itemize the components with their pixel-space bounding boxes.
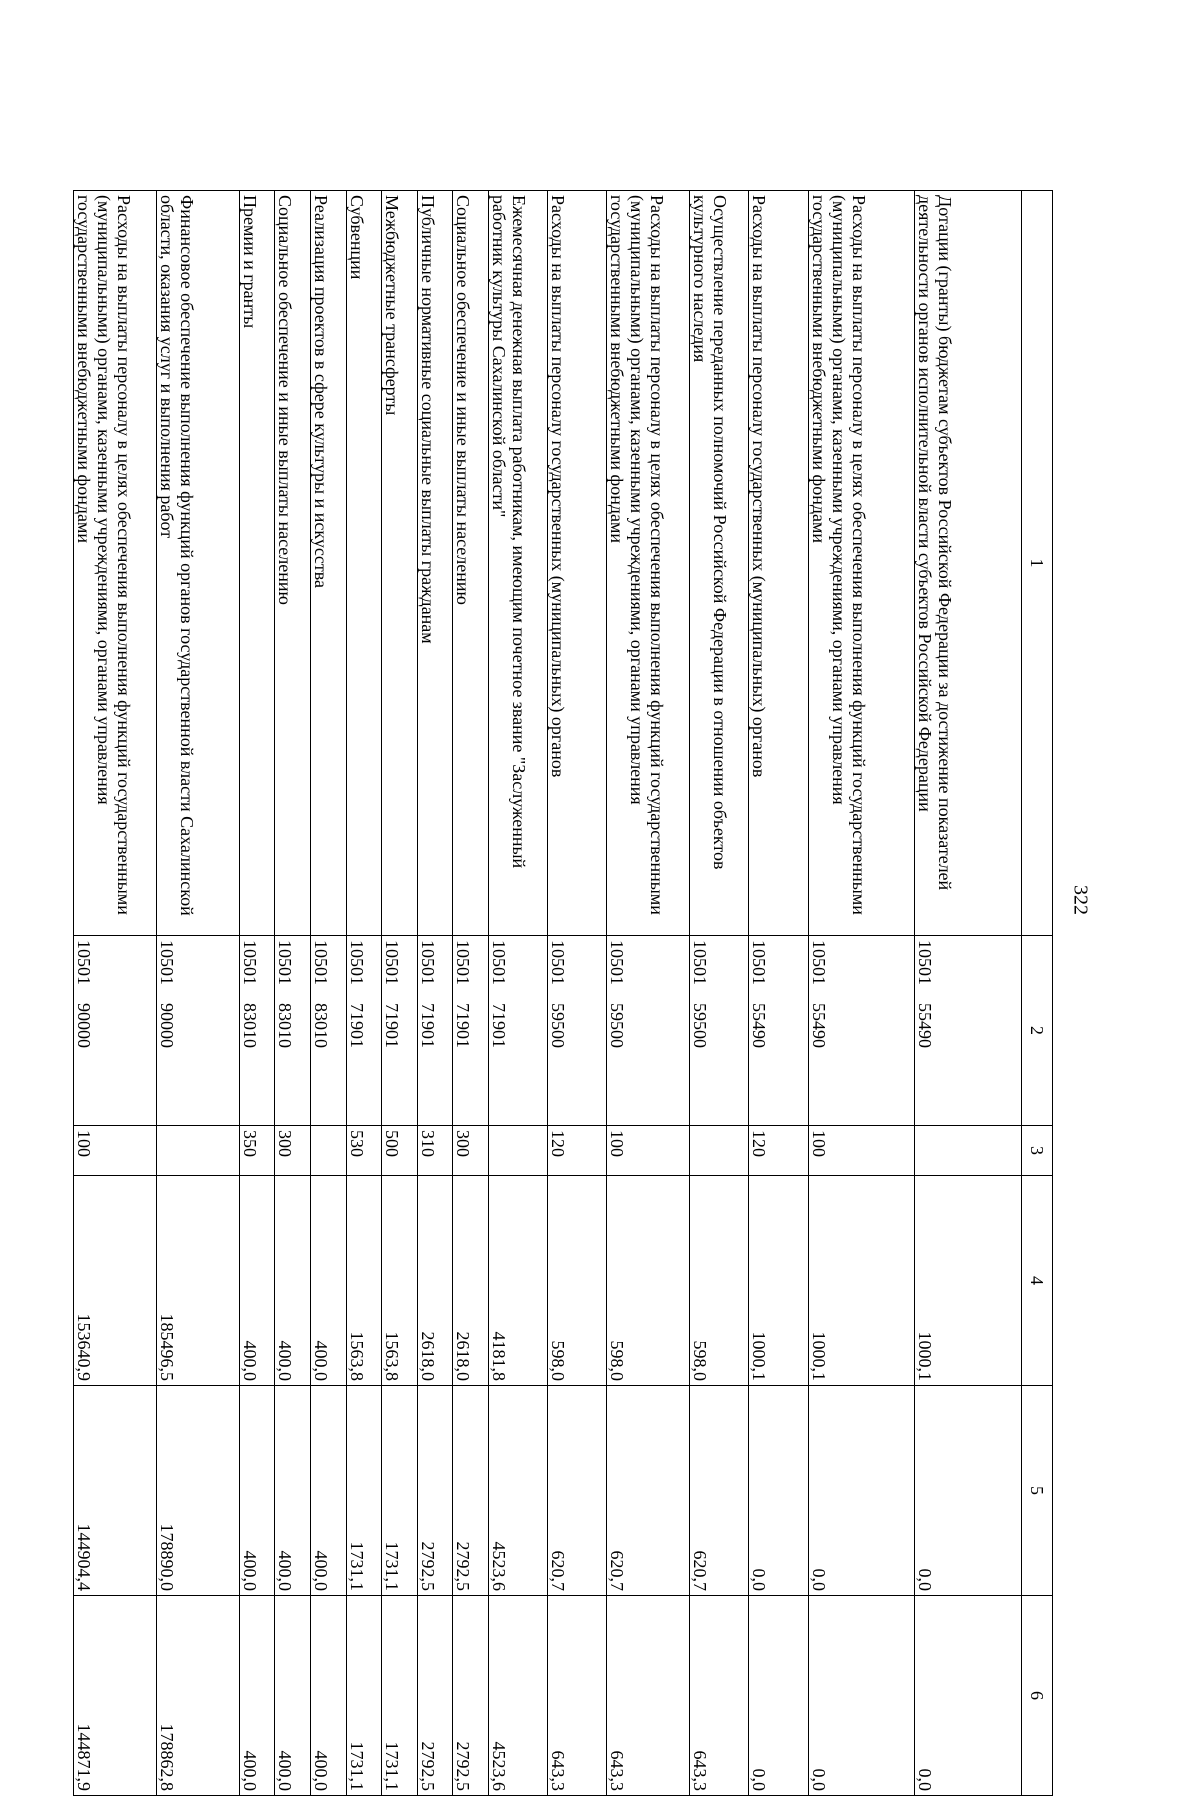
row-value-v4: 2618,0: [417, 1176, 453, 1386]
row-value-v4: 153640,9: [74, 1176, 157, 1386]
row-value-v5: 0,0: [915, 1386, 1022, 1596]
row-type-cell: 120: [548, 1126, 607, 1176]
section-code: 10501: [749, 940, 770, 985]
row-name-cell: Осуществление переданных полномочий Российской Федерации в отношении объектов культурного наследия: [690, 191, 749, 936]
table-row: [157, 191, 240, 1796]
target-code: 59500: [690, 1003, 711, 1048]
section-code: 10501: [239, 940, 260, 985]
row-name-cell: Субвенции: [346, 191, 382, 936]
section-code: 10501: [548, 940, 569, 985]
row-value-v5: 178890,0: [157, 1386, 240, 1596]
row-name-cell: Ежемесячная денежная выплата работникам, имеющим почетное звание "Заслуженный работник культуры Сахалинской области": [488, 191, 547, 936]
row-value-v5: 1731,1: [346, 1386, 382, 1596]
header-col-5: 5: [1022, 1386, 1053, 1596]
header-col-2: 2: [1022, 936, 1053, 1126]
row-value-v4: 1000,1: [808, 1176, 915, 1386]
row-value-v5: 2792,5: [417, 1386, 453, 1596]
table-row: [808, 191, 915, 1796]
row-type-cell: 300: [275, 1126, 311, 1176]
row-name-cell: Расходы на выплаты персоналу государственных (муниципальных) органов: [548, 191, 607, 936]
target-code: 71901: [453, 1003, 474, 1048]
row-type-cell: 300: [453, 1126, 489, 1176]
table-row: [453, 191, 489, 1796]
table-row: [749, 191, 808, 1796]
target-code: 83010: [239, 1003, 260, 1048]
row-name-cell: Публичные нормативные социальные выплаты гражданам: [417, 191, 453, 936]
row-type-cell: 120: [749, 1126, 808, 1176]
section-code: 10501: [417, 940, 438, 985]
row-code-cell: [311, 936, 347, 1126]
section-code: 10501: [346, 940, 367, 985]
row-type-cell: 530: [346, 1126, 382, 1176]
table-row: [417, 191, 453, 1796]
row-value-v6: 0,0: [808, 1596, 915, 1796]
row-value-v5: 400,0: [239, 1386, 275, 1596]
section-code: 10501: [311, 940, 332, 985]
row-code-cell: [607, 936, 690, 1126]
row-value-v6: 4523,6: [488, 1596, 547, 1796]
row-type-cell: 310: [417, 1126, 453, 1176]
row-value-v6: 1731,1: [346, 1596, 382, 1796]
row-name-cell: Финансовое обеспечение выполнения функций органов государственной власти Сахалинской области, оказания услуг и выполнения работ: [157, 191, 240, 936]
row-value-v4: 400,0: [239, 1176, 275, 1386]
row-value-v4: 2618,0: [453, 1176, 489, 1386]
row-value-v6: 400,0: [275, 1596, 311, 1796]
row-value-v6: 400,0: [239, 1596, 275, 1796]
row-code-cell: [690, 936, 749, 1126]
table-row: [382, 191, 418, 1796]
budget-table: [73, 190, 1053, 1796]
section-code: 10501: [690, 940, 711, 985]
section-code: 10501: [453, 940, 474, 985]
table-header-row: [1022, 191, 1053, 1796]
row-value-v5: 1731,1: [382, 1386, 418, 1596]
row-code-cell: [275, 936, 311, 1126]
row-value-v5: 0,0: [808, 1386, 915, 1596]
row-value-v4: 4181,8: [488, 1176, 547, 1386]
header-col-1: 1: [1022, 191, 1053, 936]
section-code: 10501: [915, 940, 936, 985]
table-row: [311, 191, 347, 1796]
row-type-cell: [488, 1126, 547, 1176]
row-type-cell: 100: [607, 1126, 690, 1176]
row-value-v4: 185496,5: [157, 1176, 240, 1386]
row-code-cell: [915, 936, 1022, 1126]
row-type-cell: 100: [74, 1126, 157, 1176]
row-value-v4: 1563,8: [346, 1176, 382, 1386]
row-name-cell: Социальное обеспечение и иные выплаты населению: [275, 191, 311, 936]
row-type-cell: [311, 1126, 347, 1176]
row-value-v5: 400,0: [311, 1386, 347, 1596]
row-value-v5: 4523,6: [488, 1386, 547, 1596]
row-value-v6: 144871,9: [74, 1596, 157, 1796]
budget-table-rotated: [73, 190, 1053, 1795]
row-name-cell: Реализация проектов в сфере культуры и искусства: [311, 191, 347, 936]
target-code: 83010: [275, 1003, 296, 1048]
row-name-cell: Расходы на выплаты персоналу в целях обеспечения выполнения функций государственными (муниципальными) органами, казенными учреждениями, органами управления государственными внебюджетными фондами: [607, 191, 690, 936]
row-value-v5: 144904,4: [74, 1386, 157, 1596]
row-value-v6: 400,0: [311, 1596, 347, 1796]
row-code-cell: [382, 936, 418, 1126]
target-code: 83010: [311, 1003, 332, 1048]
table-row: [488, 191, 547, 1796]
target-code: 90000: [74, 1003, 94, 1048]
section-code: 10501: [607, 940, 628, 985]
row-name-cell: Межбюджетные трансферты: [382, 191, 418, 936]
row-type-cell: [690, 1126, 749, 1176]
table-row: [690, 191, 749, 1796]
row-name-cell: Расходы на выплаты персоналу государственных (муниципальных) органов: [749, 191, 808, 936]
section-code: 10501: [275, 940, 296, 985]
row-value-v6: 643,3: [607, 1596, 690, 1796]
table-row: [915, 191, 1022, 1796]
row-name-cell: Расходы на выплаты персоналу в целях обеспечения выполнения функций государственными (муниципальными) органами, казенными учреждениями, органами управления государственными внебюджетными фондами: [808, 191, 915, 936]
row-value-v4: 400,0: [311, 1176, 347, 1386]
row-value-v5: 2792,5: [453, 1386, 489, 1596]
row-value-v4: 598,0: [548, 1176, 607, 1386]
row-value-v6: 2792,5: [417, 1596, 453, 1796]
target-code: 55490: [749, 1003, 770, 1048]
section-code: 10501: [382, 940, 403, 985]
row-value-v6: 643,3: [548, 1596, 607, 1796]
section-code: 10501: [157, 940, 178, 985]
row-code-cell: [808, 936, 915, 1126]
row-value-v4: 400,0: [275, 1176, 311, 1386]
row-code-cell: [749, 936, 808, 1126]
row-type-cell: [157, 1126, 240, 1176]
row-value-v4: 1000,1: [749, 1176, 808, 1386]
target-code: 71901: [346, 1003, 367, 1048]
target-code: 55490: [808, 1003, 829, 1048]
row-value-v6: 0,0: [749, 1596, 808, 1796]
row-value-v4: 1563,8: [382, 1176, 418, 1386]
row-value-v5: 620,7: [607, 1386, 690, 1596]
row-value-v5: 620,7: [690, 1386, 749, 1596]
target-code: 55490: [915, 1003, 936, 1048]
section-code: 10501: [74, 940, 94, 985]
row-value-v5: 0,0: [749, 1386, 808, 1596]
header-col-4: 4: [1022, 1176, 1053, 1386]
table-row: [548, 191, 607, 1796]
row-code-cell: [346, 936, 382, 1126]
row-code-cell: [239, 936, 275, 1126]
table-body: [74, 191, 1022, 1796]
row-value-v4: 598,0: [607, 1176, 690, 1386]
target-code: 71901: [382, 1003, 403, 1048]
row-code-cell: [417, 936, 453, 1126]
target-code: 90000: [157, 1003, 178, 1048]
row-value-v5: 620,7: [548, 1386, 607, 1596]
row-value-v6: 2792,5: [453, 1596, 489, 1796]
section-code: 10501: [488, 940, 509, 985]
row-name-cell: Премии и гранты: [239, 191, 275, 936]
header-col-6: 6: [1022, 1596, 1053, 1796]
table-row: [346, 191, 382, 1796]
row-value-v4: 598,0: [690, 1176, 749, 1386]
row-value-v6: 0,0: [915, 1596, 1022, 1796]
row-value-v6: 1731,1: [382, 1596, 418, 1796]
row-code-cell: [74, 936, 157, 1126]
row-code-cell: [488, 936, 547, 1126]
row-type-cell: [915, 1126, 1022, 1176]
target-code: 59500: [548, 1003, 569, 1048]
table-row: [275, 191, 311, 1796]
row-code-cell: [157, 936, 240, 1126]
row-value-v6: 643,3: [690, 1596, 749, 1796]
row-name-cell: Расходы на выплаты персоналу в целях обеспечения выполнения функций государственными (муниципальными) органами, казенными учреждениями, органами управления государственными внебюджетными фондами: [74, 191, 157, 936]
row-type-cell: 100: [808, 1126, 915, 1176]
page-number: 322: [1069, 885, 1092, 915]
table-row: [607, 191, 690, 1796]
row-name-cell: Дотации (гранты) бюджетам субъектов Российской Федерации за достижение показателей деятельности органов исполнительной власти субъектов Российской Федерации: [915, 191, 1022, 936]
section-code: 10501: [808, 940, 829, 985]
row-type-cell: 350: [239, 1126, 275, 1176]
target-code: 59500: [607, 1003, 628, 1048]
row-value-v6: 178862,8: [157, 1596, 240, 1796]
row-code-cell: [453, 936, 489, 1126]
target-code: 71901: [417, 1003, 438, 1048]
row-type-cell: 500: [382, 1126, 418, 1176]
table-row: [74, 191, 157, 1796]
target-code: 71901: [488, 1003, 509, 1048]
table-row: [239, 191, 275, 1796]
row-value-v4: 1000,1: [915, 1176, 1022, 1386]
row-code-cell: [548, 936, 607, 1126]
row-value-v5: 400,0: [275, 1386, 311, 1596]
header-col-3: 3: [1022, 1126, 1053, 1176]
row-name-cell: Социальное обеспечение и иные выплаты населению: [453, 191, 489, 936]
